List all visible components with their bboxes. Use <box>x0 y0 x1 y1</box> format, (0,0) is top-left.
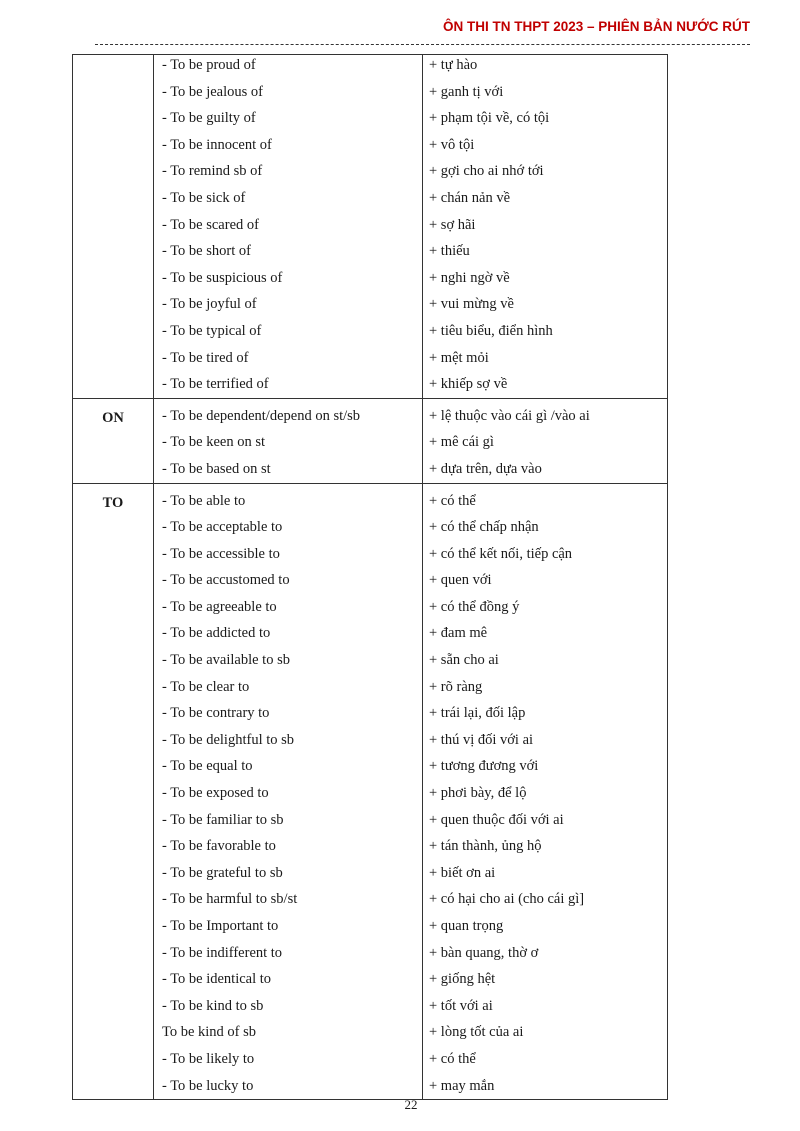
meaning-text: + sợ hãi <box>429 216 476 233</box>
page-number: 22 <box>404 1097 418 1112</box>
preposition-label <box>73 55 153 88</box>
meaning-text: + phạm tội về, có tội <box>429 110 550 127</box>
phrase-text: - To be familiar to sb <box>162 811 284 828</box>
meaning-text: + có thể <box>429 492 476 509</box>
meaning-text: + thiếu <box>429 243 470 260</box>
meaning-text: + dựa trên, dựa vào <box>429 460 542 477</box>
meaning-text: + mê cái gì <box>429 434 494 451</box>
phrase-text: - To be joyful of <box>162 296 257 313</box>
phrase-text: - To be exposed to <box>162 785 269 802</box>
phrase-text: - To be able to <box>162 492 246 509</box>
preposition-label: TO <box>102 494 124 511</box>
phrase-text: - To be suspicious of <box>162 269 283 286</box>
phrases-cell <box>154 398 423 483</box>
phrase-text: - To be dependent/depend on st/sb <box>162 407 361 424</box>
meaning-text: + vô tội <box>429 136 475 153</box>
phrase-text: - To be kind to sb <box>162 997 264 1014</box>
meaning-text: + có thể kết nối, tiếp cận <box>429 545 573 562</box>
meaning-text: + quan trọng <box>429 918 504 934</box>
phrase-text: - To be terrified of <box>162 376 269 393</box>
meanings-cell <box>423 483 668 1100</box>
meaning-text: + lòng tốt của ai <box>429 1024 524 1041</box>
meaning-text: + tự hào <box>429 57 478 73</box>
phrase-text: - To be based on st <box>162 460 271 477</box>
phrase-text: - To be agreeable to <box>162 598 277 615</box>
meaning-text: + nghi ngờ về <box>429 269 510 286</box>
table-group-to <box>73 483 668 1100</box>
preposition-cell <box>73 483 154 1100</box>
meanings-cell <box>423 55 668 399</box>
phrase-text: - To be typical of <box>162 322 262 339</box>
phrase-text: - To be innocent of <box>162 136 272 153</box>
meanings-cell <box>423 398 668 483</box>
meaning-text: + mệt mỏi <box>429 349 489 366</box>
phrase-text: - To be contrary to <box>162 705 270 722</box>
meaning-text: + bàn quang, thờ ơ <box>429 944 539 961</box>
phrases-cell <box>154 483 423 1100</box>
meaning-text: + tiêu biểu, điển hình <box>429 322 553 339</box>
meaning-text: + có hại cho ai (cho cái gì] <box>429 891 585 908</box>
phrase-text: - To be accustomed to <box>162 572 290 589</box>
phrases-cell <box>154 55 423 399</box>
table-group-of <box>73 55 668 399</box>
preposition-cell <box>73 55 154 399</box>
meaning-text: + quen với <box>429 572 492 589</box>
table-group-on <box>73 398 668 483</box>
phrase-text: - To be short of <box>162 243 251 260</box>
meaning-text: + có thể chấp nhận <box>429 519 539 536</box>
phrase-text: - To be tired of <box>162 349 249 366</box>
meaning-text: + chán nản về <box>429 189 511 206</box>
meaning-text: + may mắn <box>429 1077 495 1094</box>
phrase-text: - To be guilty of <box>162 110 256 127</box>
meaning-text: + thú vị đối với ai <box>429 731 534 748</box>
phrase-text: - To be addicted to <box>162 625 271 642</box>
phrase-text: - To be available to sb <box>162 652 290 669</box>
phrase-text: - To be jealous of <box>162 83 263 100</box>
meaning-text: + giống hệt <box>429 971 496 988</box>
meaning-text: + tán thành, ủng hộ <box>429 838 542 855</box>
phrase-text: - To be sick of <box>162 189 246 206</box>
preposition-label: ON <box>102 409 124 426</box>
meaning-text: + có thể <box>429 1050 476 1067</box>
phrase-text: - To be clear to <box>162 678 250 695</box>
meaning-text: + biết ơn ai <box>429 864 496 881</box>
phrase-text: - To be lucky to <box>162 1077 254 1094</box>
phrase-text: - To be favorable to <box>162 838 276 855</box>
meaning-text: + rõ ràng <box>429 678 483 695</box>
phrase-text: - To be accessible to <box>162 545 280 562</box>
meaning-text: + vui mừng về <box>429 296 514 313</box>
phrase-text: - To be likely to <box>162 1050 255 1067</box>
phrase-text: To be kind of sb <box>162 1024 257 1041</box>
phrase-text: - To be acceptable to <box>162 519 283 536</box>
meaning-text: + ganh tị với <box>429 83 504 100</box>
phrase-text: - To be grateful to sb <box>162 864 283 881</box>
meaning-text: + tương đương với <box>429 758 539 775</box>
phrase-text: - To be scared of <box>162 216 259 233</box>
meaning-text: + đam mê <box>429 625 488 642</box>
phrase-text: - To be proud of <box>162 57 256 73</box>
meaning-text: + khiếp sợ về <box>429 376 508 393</box>
meaning-text: + quen thuộc đối với ai <box>429 811 564 828</box>
phrase-text: - To be harmful to sb/st <box>162 891 298 908</box>
phrase-text: - To be equal to <box>162 758 253 775</box>
vocabulary-table <box>72 54 668 1100</box>
meaning-text: + phơi bày, để lộ <box>429 785 527 802</box>
meaning-text: + trái lại, đối lập <box>429 705 526 722</box>
phrase-text: - To remind sb of <box>162 163 263 180</box>
phrase-text: - To be Important to <box>162 918 279 934</box>
phrase-text: - To be keen on st <box>162 434 266 451</box>
preposition-cell <box>73 398 154 483</box>
phrase-text: - To be identical to <box>162 971 272 988</box>
phrase-text: - To be delightful to sb <box>162 731 295 748</box>
header-divider <box>95 44 750 45</box>
meaning-text: + tốt với ai <box>429 997 493 1014</box>
phrase-text: - To be indifferent to <box>162 944 283 961</box>
meaning-text: + lệ thuộc vào cái gì /vào ai <box>429 407 590 424</box>
meaning-text: + có thể đồng ý <box>429 598 520 615</box>
page-header-title: ÔN THI TN THPT 2023 – PHIÊN BẢN NƯỚC RÚT <box>443 19 750 34</box>
meaning-text: + gợi cho ai nhớ tới <box>429 163 544 180</box>
vocabulary-table-body <box>73 55 668 1100</box>
meaning-text: + sẵn cho ai <box>429 652 499 669</box>
